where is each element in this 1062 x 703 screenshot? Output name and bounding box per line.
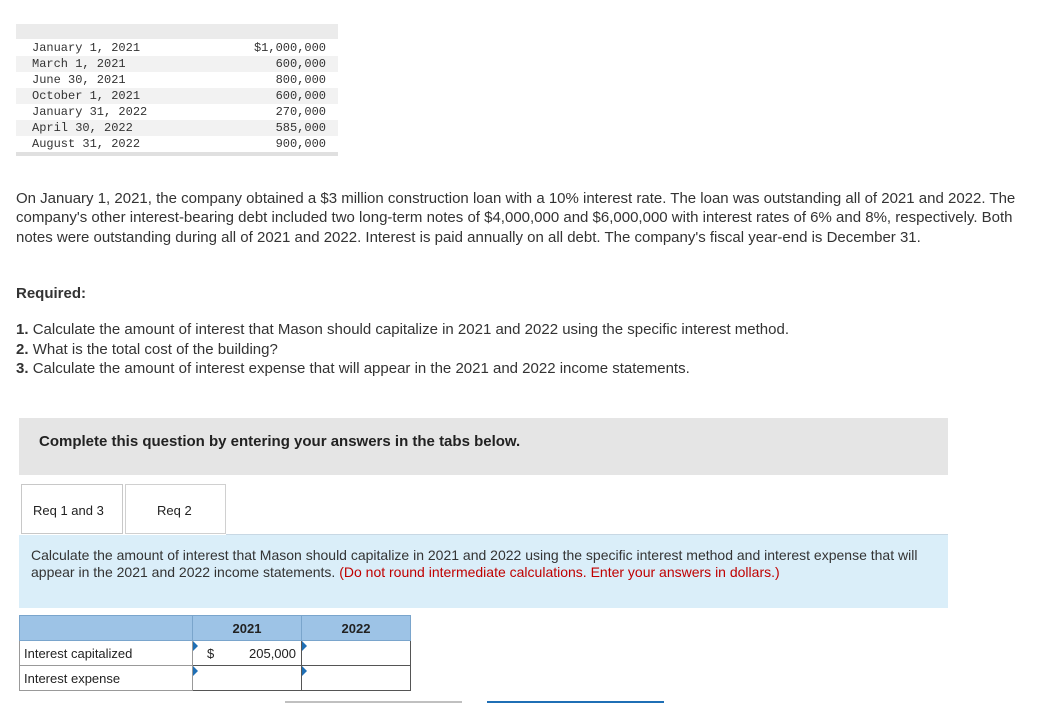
answer-table [19, 615, 411, 691]
expenditure-row [16, 104, 338, 120]
expenditure-date: October 1, 2021 [32, 89, 141, 103]
interest-capitalized-2021-field[interactable] [193, 641, 302, 666]
expenditure-row [16, 120, 338, 136]
expenditure-date: March 1, 2021 [32, 57, 126, 71]
interest-expense-2022-input[interactable] [305, 669, 409, 688]
requirement-number: 1. [16, 321, 29, 338]
currency-symbol: $ [207, 646, 215, 661]
requirement-number: 2. [16, 340, 29, 358]
header-2022: 2022 [302, 616, 411, 641]
requirement-item [16, 320, 789, 340]
tab-label: Req 2 [157, 503, 192, 518]
expenditure-amount: $1,000,000 [253, 41, 326, 55]
header-blank-cell [20, 616, 193, 641]
expenditure-row [16, 56, 338, 72]
complete-question-text: Complete this question by entering your answers in the tabs below. [39, 433, 521, 450]
expenditure-row [16, 136, 338, 152]
expenditure-amount: 600,000 [275, 57, 326, 71]
interest-expense-2021-input[interactable] [196, 669, 300, 688]
tab-req-2[interactable] [125, 484, 226, 534]
requirement-item [16, 359, 789, 379]
expenditure-amount: 585,000 [275, 121, 326, 135]
tab-label: Req 1 and 3 [33, 503, 104, 518]
requirement-text: What is the total cost of the building? [32, 340, 278, 358]
table-row [20, 666, 411, 691]
expenditure-date: January 31, 2022 [32, 105, 148, 119]
interest-expense-2021-field[interactable] [193, 666, 302, 691]
table-row [20, 641, 411, 666]
input-marker-icon [193, 641, 198, 651]
expenditures-table [16, 24, 338, 156]
complete-question-banner [19, 418, 948, 475]
interest-capitalized-2022-input[interactable] [305, 644, 409, 663]
requirement-item [16, 340, 789, 360]
expenditure-date: June 30, 2021 [32, 73, 126, 87]
requirement-text: Calculate the amount of interest expense that will appear in the 2021 and 2022 income statements. [32, 360, 690, 377]
interest-expense-2022-field[interactable] [302, 666, 411, 691]
problem-paragraph: On January 1, 2021, the company obtained a $3 million construction loan with a 10% interest rate. The loan was outstanding all of 2021 and 2022. The company's other interest-bearing debt included two long-term notes of $4,000,000 and $6,000,000 with interest rates of 6% and 8%, respectively. Both notes were outstanding during all of 2021 and 2022. Interest is paid annually on all debt. The company's fiscal year-end is December 31. [16, 190, 1016, 246]
instructions-box [19, 535, 948, 608]
expenditure-amount: 600,000 [275, 89, 326, 103]
requirement-number: 3. [16, 360, 29, 377]
row-label-interest-capitalized: Interest capitalized [20, 641, 193, 666]
expenditure-date: August 31, 2022 [32, 137, 141, 151]
answer-header-row [20, 616, 411, 641]
expenditure-date: April 30, 2022 [32, 121, 133, 135]
expenditure-row [16, 88, 338, 104]
expenditure-amount: 800,000 [275, 73, 326, 87]
instructions-note: (Do not round intermediate calculations. Enter your answers in dollars.) [339, 564, 780, 580]
expenditure-row [16, 72, 338, 88]
cell-value: 205,000 [249, 646, 296, 661]
expenditure-row [16, 39, 338, 56]
row-label-interest-expense: Interest expense [20, 666, 193, 691]
requirements-list [16, 320, 789, 379]
interest-capitalized-2022-field[interactable] [302, 641, 411, 666]
expenditure-date: January 1, 2021 [32, 41, 141, 55]
required-heading: Required: [16, 285, 87, 302]
tab-req-1-and-3[interactable] [21, 484, 123, 534]
header-2021: 2021 [193, 616, 302, 641]
expenditure-amount: 270,000 [275, 105, 326, 119]
expenditure-amount: 900,000 [275, 137, 326, 151]
requirement-text: Calculate the amount of interest that Mason should capitalize in 2021 and 2022 using the specific interest method. [32, 321, 789, 338]
instructions-text: Calculate the amount of interest that Mason should capitalize in 2021 and 2022 using the specific interest method and interest expense that will appear in the 2021 and 2022 income statements. [31, 547, 918, 580]
